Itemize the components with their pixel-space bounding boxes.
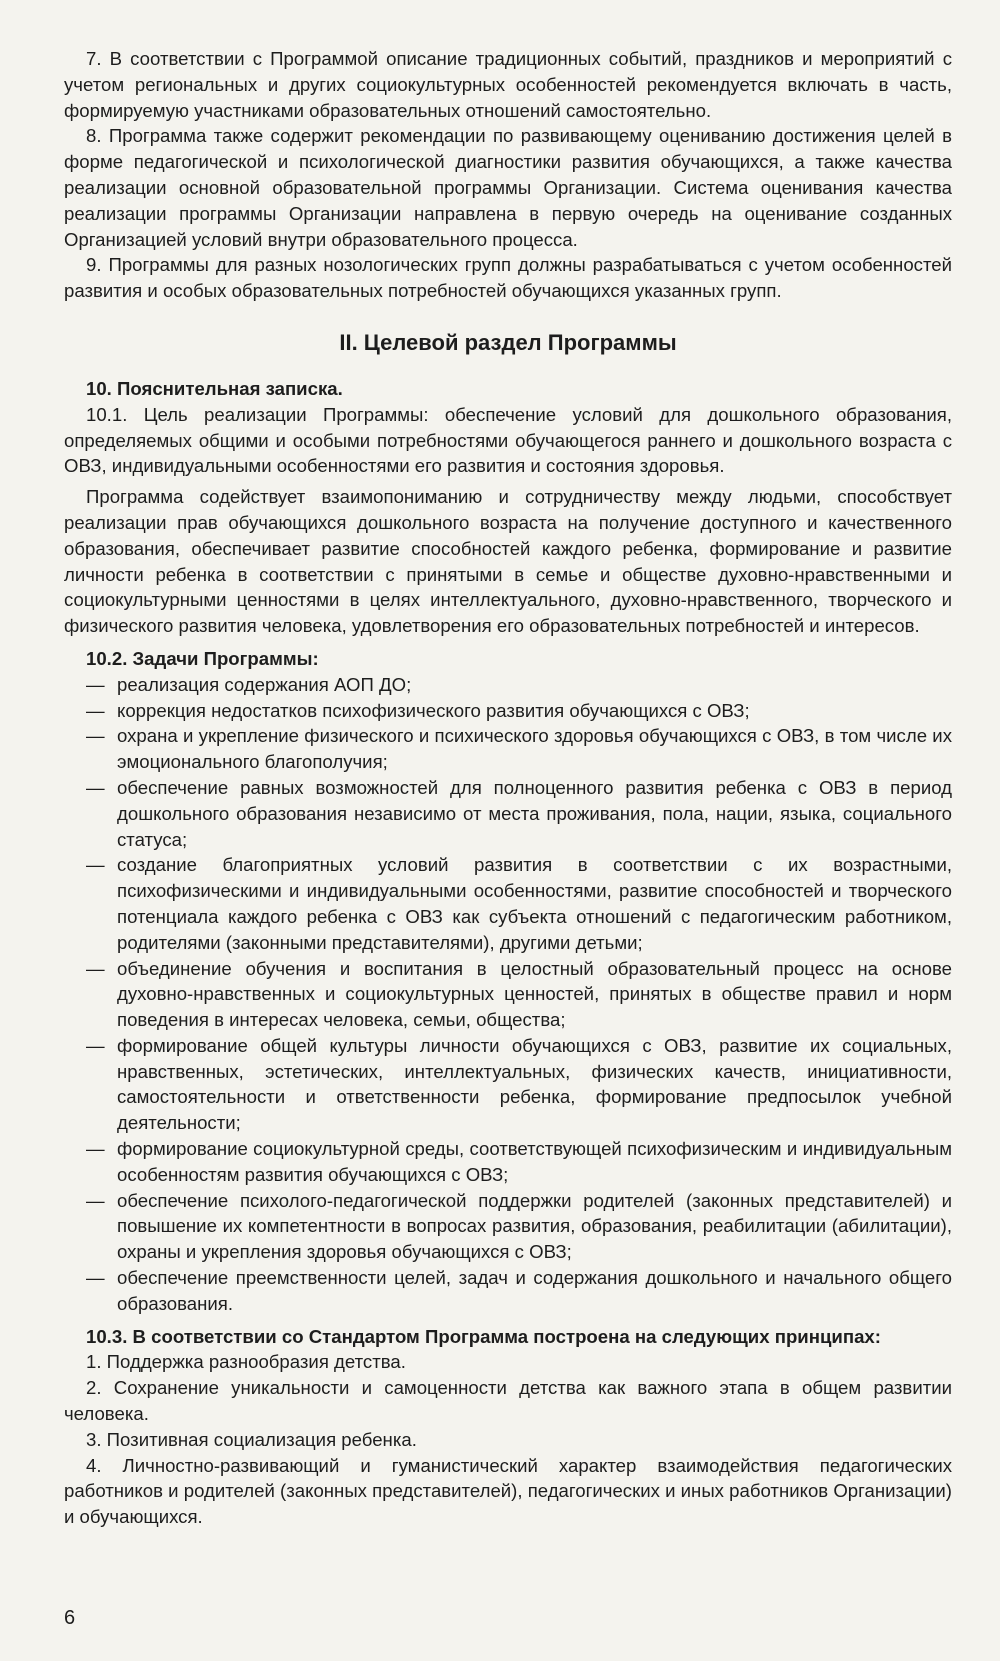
task-item: — реализация содержания АОП ДО; bbox=[64, 672, 952, 698]
program-description: Программа содействует взаимопониманию и сотрудничеству между людьми, способствует реализации прав обучающихся дошкольного возраста на получение доступного и качественного образования, обеспечивает развитие способностей каждого ребенка, формирование и развитие личности ребенка в соответствии с принятыми в семье и обществе духовно-нравственными и социокультурными ценностями в целях интеллектуального, духовно-нравственного, творческого и физического развития человека, удовлетворения его образовательных потребностей и интересов. bbox=[64, 486, 952, 637]
task-item: — формирование социокультурной среды, соответствующей психофизическим и индивидуальным особенностям развития обучающихся с ОВЗ; bbox=[64, 1136, 952, 1188]
principle-item: 1. Поддержка разнообразия детства. bbox=[86, 1351, 406, 1373]
explanatory-note bbox=[64, 376, 952, 639]
page-number: 6 bbox=[64, 1607, 76, 1629]
task-item: — обеспечение равных возможностей для полноценного развития ребенка с ОВЗ в период дошкольного образования независимо от места проживания, пола, нации, языка, социального статуса; bbox=[64, 775, 952, 852]
tasks-heading: 10.2. Задачи Программы: bbox=[86, 647, 319, 669]
task-item: — формирование общей культуры личности обучающихся с ОВЗ, развитие их социальных, нравственных, эстетических, интеллектуальных, физических качеств, инициативности, самостоятельности и ответственности ребенка, формирование предпосылок учебной деятельности; bbox=[64, 1033, 952, 1136]
principle-item: 4. Личностно-развивающий и гуманистический характер взаимодействия педагогических работников и родителей (законных представителей), педагогических и иных работников Организации) и обучающихся. bbox=[64, 1454, 952, 1528]
note-heading: 10. Пояснительная записка. bbox=[86, 377, 343, 399]
task-item: — обеспечение психолого-педагогической поддержки родителей (законных представителей) и повышение их компетентности в вопросах развития, образования, реабилитации (абилитации), охраны и укрепления здоровья обучающихся с ОВЗ; bbox=[64, 1188, 952, 1265]
tasks-list bbox=[64, 672, 952, 1317]
intro-items bbox=[64, 46, 952, 304]
principles-section bbox=[64, 1324, 952, 1530]
goal-paragraph: 10.1. Цель реализации Программы: обеспечение условий для дошкольного образования, определяемых общими и особыми потребностями обучающегося раннего и дошкольного возраста с ОВЗ, индивидуальными особенностями его развития и состояния здоровья. bbox=[64, 403, 952, 477]
task-item: — коррекция недостатков психофизического развития обучающихся с ОВЗ; bbox=[64, 698, 952, 724]
task-item: — создание благоприятных условий развития в соответствии с их возрастными, психофизическими и индивидуальными особенностями, развитие способностей и творческого потенциала каждого ребенка с ОВЗ как субъекта отношений с педагогическим работником, родителями (законными представителями), другими детьми; bbox=[64, 852, 952, 955]
task-item: — охрана и укрепление физического и психического здоровья обучающихся с ОВЗ, в том числе их эмоционального благополучия; bbox=[64, 723, 952, 775]
principle-item: 2. Сохранение уникальности и самоценности детства как важного этапа в общем развитии человека. bbox=[64, 1377, 952, 1425]
intro-item-9: 9. Программы для разных нозологических групп должны разрабатываться с учетом особенностей развития и особых образовательных потребностей обучающихся указанных групп. bbox=[64, 254, 952, 302]
intro-item-8: 8. Программа также содержит рекомендации по развивающему оцениванию достижения целей в форме педагогической и психологической диагностики развития обучающихся, а также качества реализации основной образовательной программы Организации. Система оценивания качества реализации программы Организации направлена в первую очередь на оценивание созданных Организацией условий внутри образовательного процесса. bbox=[64, 125, 952, 250]
section-title: II. Целевой раздел Программы bbox=[339, 329, 677, 355]
task-item: — объединение обучения и воспитания в целостный образовательный процесс на основе духовно-нравственных и социокультурных ценностей, принятых в обществе правил и норм поведения в интересах человека, семьи, общества; bbox=[64, 956, 952, 1033]
intro-item-7: 7. В соответствии с Программой описание традиционных событий, праздников и мероприятий с учетом региональных и других социокультурных особенностей рекомендуется включать в часть, формируемую участниками образовательных отношений самостоятельно. bbox=[64, 48, 952, 121]
task-item: — обеспечение преемственности целей, задач и содержания дошкольного и начального общего образования. bbox=[64, 1265, 952, 1317]
tasks-section bbox=[64, 646, 952, 1317]
principle-item: 3. Позитивная социализация ребенка. bbox=[86, 1428, 417, 1450]
principles-heading: 10.3. В соответствии со Стандартом Программа построена на следующих принципах: bbox=[86, 1325, 881, 1347]
